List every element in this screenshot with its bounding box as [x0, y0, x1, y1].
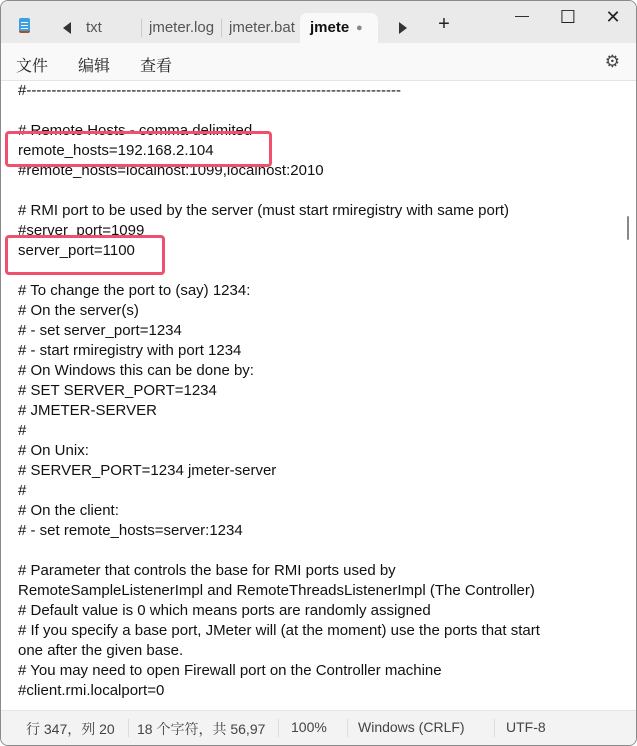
- status-divider: [494, 719, 495, 737]
- zoom-level[interactable]: 100%: [291, 719, 327, 735]
- tab-label: jmete: [310, 19, 350, 36]
- status-divider: [347, 719, 348, 737]
- text-line: # - set remote_hosts=server:1234: [18, 522, 243, 539]
- text-line: #---------------------------------------------------------------------------: [18, 82, 401, 99]
- tab-jmeter-log[interactable]: jmeter.log: [149, 19, 215, 36]
- character-count: 18 个字符，共 56,97: [137, 721, 266, 737]
- text-line: # Parameter that controls the base for RMI ports used by: [18, 562, 396, 579]
- text-line: server_port=1100: [18, 242, 135, 259]
- tab-divider: [221, 19, 222, 37]
- text-line: # Default value is 0 which means ports are randomly assigned: [18, 602, 431, 619]
- scroll-tabs-left-icon[interactable]: [63, 22, 71, 34]
- title-bar: [1, 1, 636, 43]
- tab-jmeter-bat[interactable]: jmeter.bat: [229, 19, 295, 36]
- highlight-box-server-port: [5, 235, 165, 275]
- tab-txt[interactable]: txt: [86, 19, 102, 36]
- status-divider: [128, 719, 129, 737]
- vertical-scrollbar[interactable]: [627, 216, 629, 240]
- text-line: # On Windows this can be done by:: [18, 362, 254, 379]
- highlight-box-remote-hosts: [5, 131, 272, 167]
- text-line: # Remote Hosts - comma delimited: [18, 122, 253, 139]
- scroll-tabs-right-icon[interactable]: [399, 22, 407, 34]
- text-line: # If you specify a base port, JMeter will (at the moment) use the ports that start: [18, 622, 540, 639]
- minimize-button[interactable]: —: [515, 7, 529, 23]
- text-line: # On Unix:: [18, 442, 89, 459]
- text-line: # SET SERVER_PORT=1234: [18, 382, 217, 399]
- settings-gear-icon[interactable]: ⚙: [604, 52, 620, 71]
- menu-view[interactable]: 查看: [140, 58, 173, 75]
- text-line: # You may need to open Firewall port on the Controller machine: [18, 662, 442, 679]
- tab-divider: [141, 19, 142, 37]
- text-line: #: [18, 482, 27, 499]
- menu-file[interactable]: 文件: [16, 58, 49, 75]
- tab-jmeter-properties[interactable]: [300, 13, 378, 43]
- line-ending[interactable]: Windows (CRLF): [358, 719, 465, 735]
- text-line: #remote_hosts=localhost:1099,localhost:2010: [18, 162, 324, 179]
- maximize-button[interactable]: ☐: [559, 7, 577, 27]
- new-tab-button[interactable]: +: [438, 13, 450, 35]
- status-bar: [1, 710, 636, 745]
- unsaved-dot-icon[interactable]: ●: [356, 22, 363, 34]
- menu-bar: [1, 43, 636, 81]
- text-line: remote_hosts=192.168.2.104: [18, 142, 214, 159]
- cursor-position: 行 347，列 20: [26, 721, 115, 737]
- text-line: # SERVER_PORT=1234 jmeter-server: [18, 462, 277, 479]
- text-line: #: [18, 422, 27, 439]
- text-line: # On the client:: [18, 502, 119, 519]
- encoding[interactable]: UTF-8: [506, 719, 546, 735]
- notepad-icon: [19, 18, 30, 33]
- text-line: #client.rmi.localport=0: [18, 682, 165, 699]
- text-line: #server_port=1099: [18, 222, 145, 239]
- status-divider: [278, 719, 279, 737]
- text-line: # RMI port to be used by the server (must start rmiregistry with same port): [18, 202, 509, 219]
- text-line: RemoteSampleListenerImpl and RemoteThreadsListenerImpl (The Controller): [18, 582, 535, 599]
- text-line: # - start rmiregistry with port 1234: [18, 342, 242, 359]
- text-editor[interactable]: [1, 81, 636, 712]
- text-line: # On the server(s): [18, 302, 139, 319]
- menu-edit[interactable]: 编辑: [78, 58, 111, 75]
- text-line: # JMETER-SERVER: [18, 402, 157, 419]
- text-line: # - set server_port=1234: [18, 322, 182, 339]
- text-line: one after the given base.: [18, 642, 184, 659]
- close-button[interactable]: ✕: [605, 7, 621, 27]
- text-line: # To change the port to (say) 1234:: [18, 282, 251, 299]
